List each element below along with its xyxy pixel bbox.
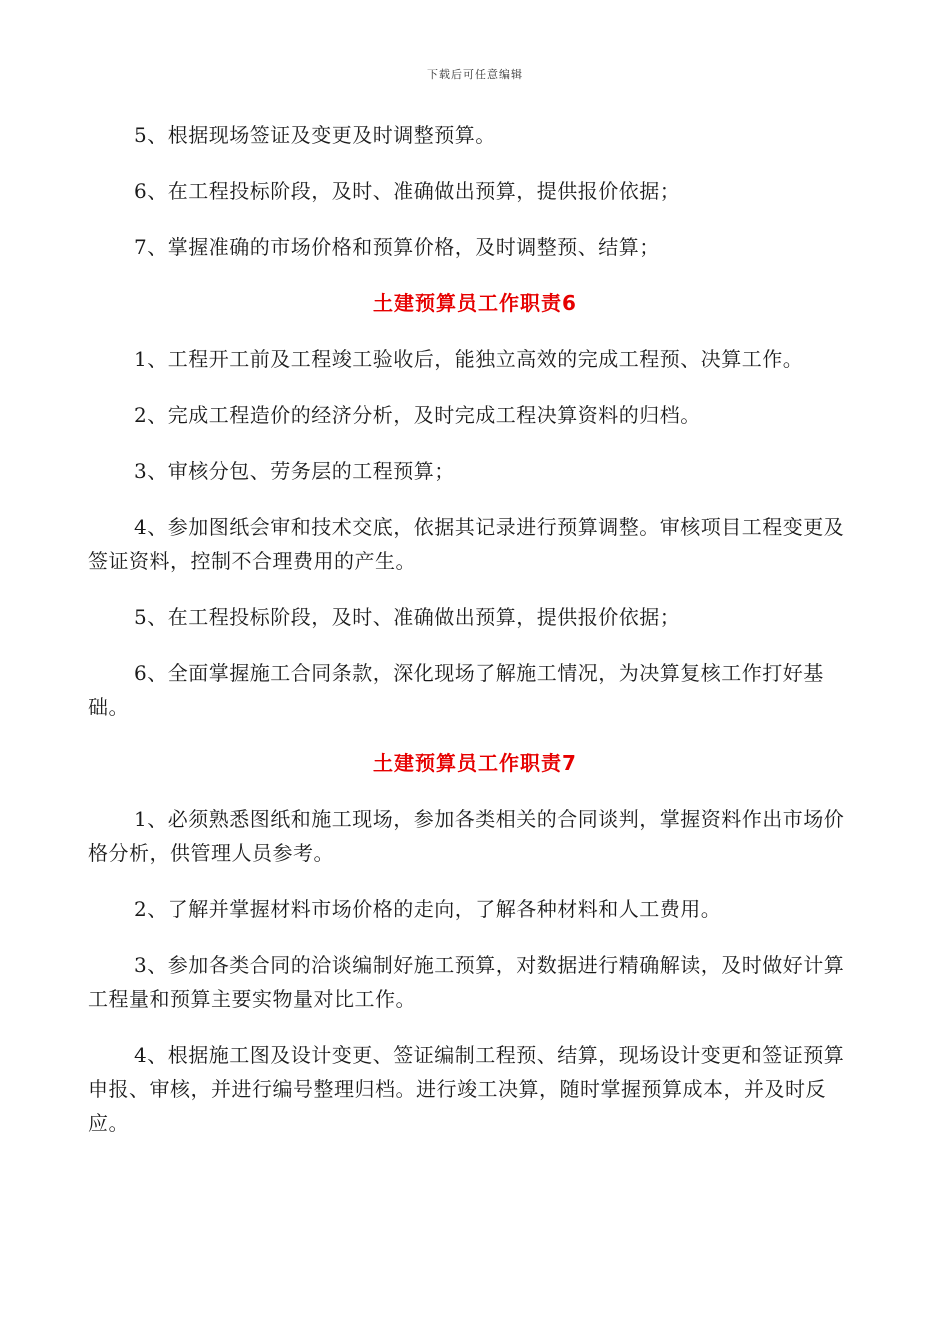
section-7-title: 土建预算员工作职责7 — [373, 751, 577, 775]
section-6-item-3: 3、审核分包、劳务层的工程预算； — [134, 459, 455, 483]
section-7-item-2: 2、了解并掌握材料市场价格的走向，了解各种材料和人工费用。 — [134, 897, 722, 921]
header-note: 下载后可任意编辑 — [427, 68, 523, 81]
section-a-item-7: 7、掌握准确的市场价格和预算价格，及时调整预、结算； — [134, 235, 660, 259]
section-6-item-1: 1、工程开工前及工程竣工验收后，能独立高效的完成工程预、决算工作。 — [134, 347, 804, 371]
section-7-item-1: 1、必须熟悉图纸和施工现场，参加各类相关的合同谈判，掌握资料作出市场价格分析，供管理人员参考。 — [88, 807, 845, 865]
section-6-item-5: 5、在工程投标阶段，及时、准确做出预算，提供报价依据； — [134, 605, 681, 629]
document-body — [88, 118, 862, 1162]
section-6-title: 土建预算员工作职责6 — [373, 291, 577, 315]
section-7-item-4: 4、根据施工图及设计变更、签证编制工程预、结算，现场设计变更和签证预算申报、审核，并进行编号整理归档。进行竣工决算，随时掌握预算成本，并及时反应。 — [88, 1043, 845, 1135]
section-a-item-5: 5、根据现场签证及变更及时调整预算。 — [134, 123, 496, 147]
section-6-item-2: 2、完成工程造价的经济分析，及时完成工程决算资料的归档。 — [134, 403, 701, 427]
section-6-item-6: 6、全面掌握施工合同条款，深化现场了解施工情况，为决算复核工作打好基础。 — [88, 661, 824, 719]
section-6-item-4: 4、参加图纸会审和技术交底，依据其记录进行预算调整。审核项目工程变更及签证资料，控制不合理费用的产生。 — [88, 515, 845, 573]
section-7-item-3: 3、参加各类合同的洽谈编制好施工预算，对数据进行精确解读，及时做好计算工程量和预算主要实物量对比工作。 — [88, 953, 845, 1011]
section-a-item-6: 6、在工程投标阶段，及时、准确做出预算，提供报价依据； — [134, 179, 681, 203]
